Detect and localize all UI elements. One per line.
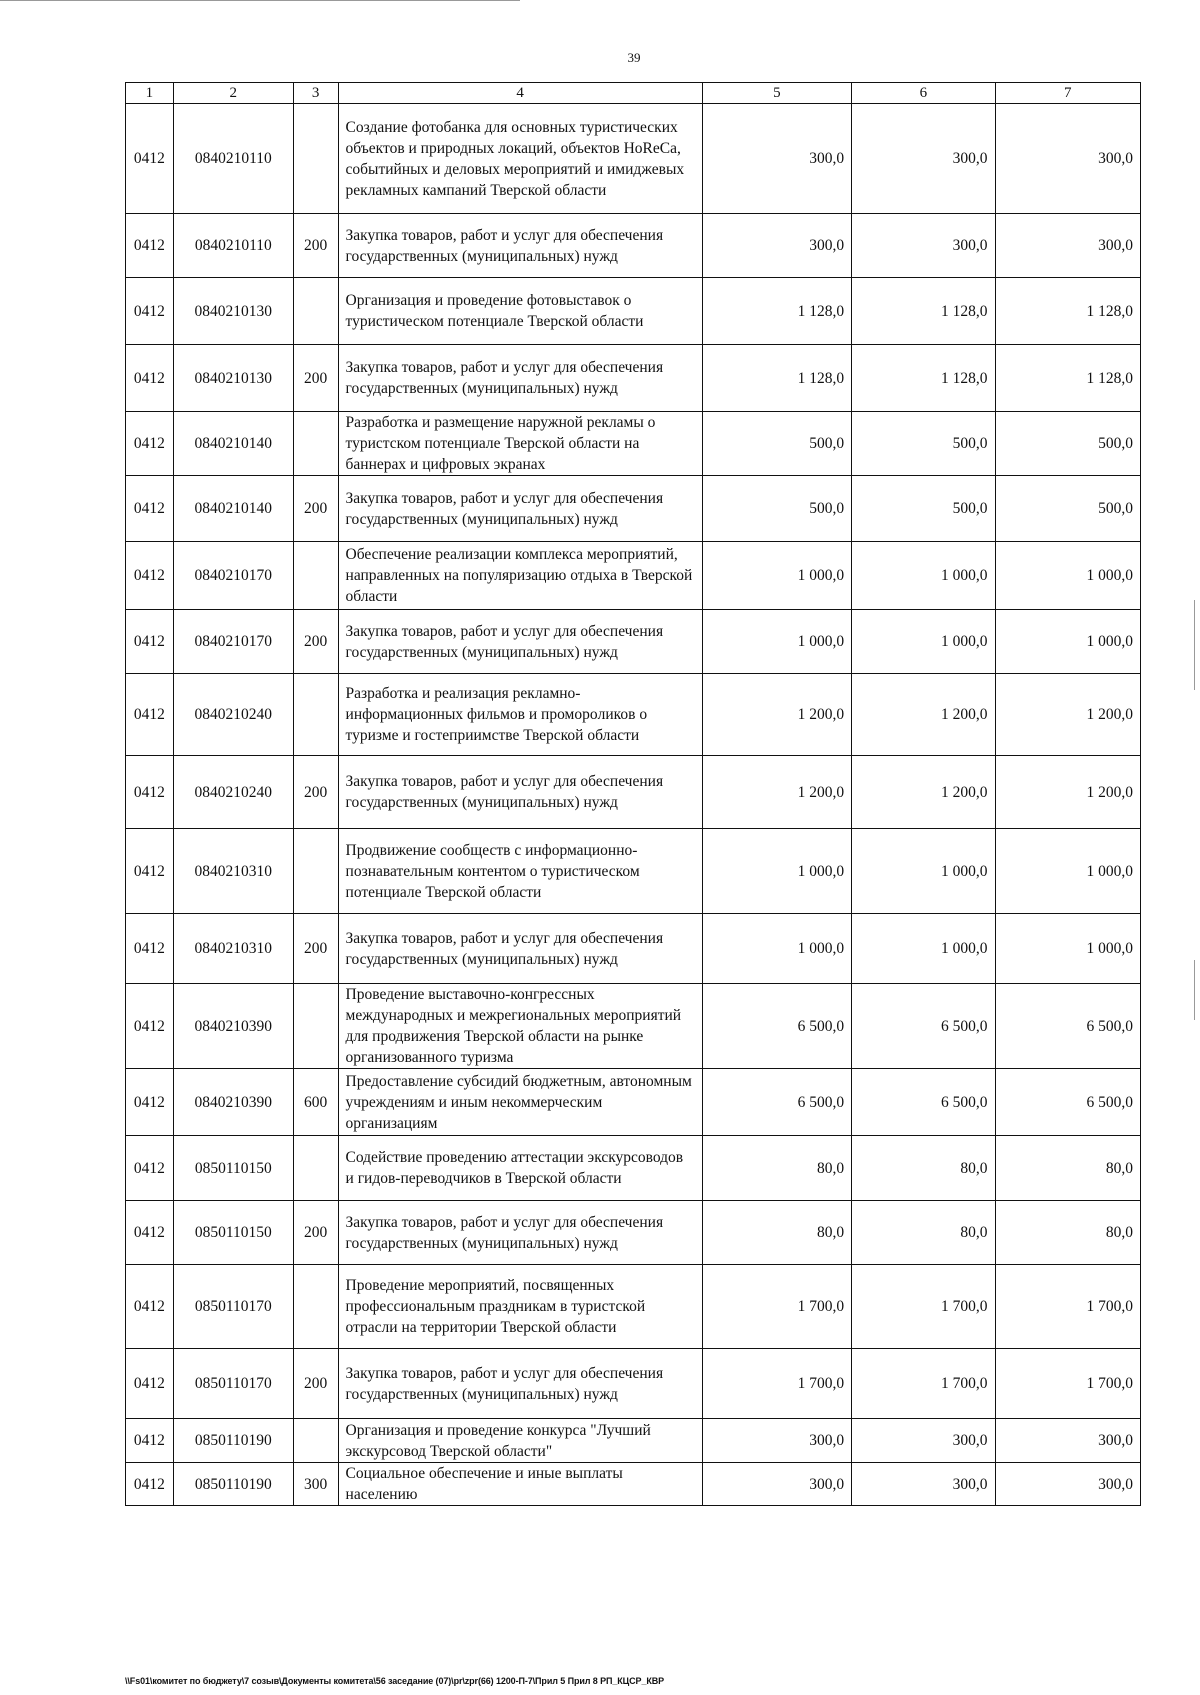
expense-type-cell: 200 — [293, 756, 338, 829]
amount-cell-col7: 1 000,0 — [995, 829, 1140, 914]
amount-cell-col7: 1 000,0 — [995, 914, 1140, 984]
amount-cell-col7: 300,0 — [995, 1419, 1140, 1463]
amount-cell-col5: 500,0 — [702, 412, 852, 476]
amount-cell-col5: 80,0 — [702, 1201, 852, 1265]
table-row — [126, 278, 1141, 345]
amount-cell-col6: 1 000,0 — [852, 914, 995, 984]
target-code-cell: 0840210240 — [173, 674, 293, 756]
amount-cell-col6: 1 700,0 — [852, 1349, 995, 1419]
description-cell: Продвижение сообществ с информационно-познавательным контентом о туристическом потенциале Тверской области — [338, 829, 702, 914]
section-cell: 0412 — [126, 610, 174, 674]
amount-cell-col6: 1 128,0 — [852, 345, 995, 412]
target-code-cell: 0840210140 — [173, 476, 293, 542]
description-cell: Закупка товаров, работ и услуг для обеспечения государственных (муниципальных) нужд — [338, 1201, 702, 1265]
amount-cell-col7: 80,0 — [995, 1136, 1140, 1201]
amount-cell-col5: 500,0 — [702, 476, 852, 542]
amount-cell-col7: 80,0 — [995, 1201, 1140, 1265]
expense-type-cell — [293, 674, 338, 756]
description-cell: Обеспечение реализации комплекса мероприятий, направленных на популяризацию отдыха в Тверской области — [338, 542, 702, 610]
amount-cell-col6: 500,0 — [852, 412, 995, 476]
amount-cell-col7: 1 200,0 — [995, 674, 1140, 756]
section-cell: 0412 — [126, 412, 174, 476]
amount-cell-col7: 1 000,0 — [995, 610, 1140, 674]
target-code-cell: 0840210170 — [173, 610, 293, 674]
description-cell: Закупка товаров, работ и услуг для обеспечения государственных (муниципальных) нужд — [338, 476, 702, 542]
section-cell: 0412 — [126, 542, 174, 610]
amount-cell-col6: 300,0 — [852, 214, 995, 278]
section-cell: 0412 — [126, 829, 174, 914]
column-header: 1 — [126, 83, 174, 104]
section-cell: 0412 — [126, 1201, 174, 1265]
footer-file-path: \\Fs01\комитет по бюджету\7 созыв\Документы комитета\56 заседание (07)\pr\zpr(66) 1200-П-7\Прил 5 Прил 8 РП_КЦСР_КВР — [125, 1676, 665, 1686]
scan-edge-line — [1194, 960, 1195, 1020]
amount-cell-col5: 80,0 — [702, 1136, 852, 1201]
column-header: 5 — [702, 83, 852, 104]
column-number-row — [126, 83, 1141, 104]
amount-cell-col6: 1 000,0 — [852, 829, 995, 914]
amount-cell-col6: 300,0 — [852, 104, 995, 214]
target-code-cell: 0840210110 — [173, 214, 293, 278]
target-code-cell: 0850110190 — [173, 1463, 293, 1506]
amount-cell-col5: 300,0 — [702, 214, 852, 278]
section-cell: 0412 — [126, 214, 174, 278]
amount-cell-col5: 1 200,0 — [702, 674, 852, 756]
target-code-cell: 0850110150 — [173, 1136, 293, 1201]
amount-cell-col7: 500,0 — [995, 412, 1140, 476]
description-cell: Предоставление субсидий бюджетным, автономным учреждениям и иным некоммерческим организациям — [338, 1069, 702, 1136]
target-code-cell: 0840210240 — [173, 756, 293, 829]
target-code-cell: 0840210310 — [173, 829, 293, 914]
table-row — [126, 1419, 1141, 1463]
table-row — [126, 829, 1141, 914]
description-cell: Социальное обеспечение и иные выплаты населению — [338, 1463, 702, 1506]
target-code-cell: 0840210140 — [173, 412, 293, 476]
amount-cell-col6: 6 500,0 — [852, 1069, 995, 1136]
section-cell: 0412 — [126, 278, 174, 345]
table-row — [126, 1069, 1141, 1136]
scan-edge-line — [0, 0, 520, 1]
amount-cell-col7: 1 128,0 — [995, 278, 1140, 345]
section-cell: 0412 — [126, 1419, 174, 1463]
column-header: 4 — [338, 83, 702, 104]
expense-type-cell — [293, 278, 338, 345]
amount-cell-col5: 300,0 — [702, 1463, 852, 1506]
target-code-cell: 0840210130 — [173, 278, 293, 345]
table-row — [126, 104, 1141, 214]
expense-type-cell — [293, 412, 338, 476]
amount-cell-col6: 300,0 — [852, 1419, 995, 1463]
amount-cell-col7: 1 000,0 — [995, 542, 1140, 610]
section-cell: 0412 — [126, 674, 174, 756]
amount-cell-col7: 1 200,0 — [995, 756, 1140, 829]
description-cell: Закупка товаров, работ и услуг для обеспечения государственных (муниципальных) нужд — [338, 756, 702, 829]
amount-cell-col5: 1 000,0 — [702, 610, 852, 674]
section-cell: 0412 — [126, 1069, 174, 1136]
table-row — [126, 984, 1141, 1069]
section-cell: 0412 — [126, 104, 174, 214]
amount-cell-col7: 500,0 — [995, 476, 1140, 542]
target-code-cell: 0850110190 — [173, 1419, 293, 1463]
description-cell: Закупка товаров, работ и услуг для обеспечения государственных (муниципальных) нужд — [338, 214, 702, 278]
table-row — [126, 1265, 1141, 1349]
expense-type-cell: 200 — [293, 1201, 338, 1265]
target-code-cell: 0840210390 — [173, 984, 293, 1069]
budget-table — [125, 82, 1141, 1506]
section-cell: 0412 — [126, 914, 174, 984]
amount-cell-col5: 1 700,0 — [702, 1349, 852, 1419]
amount-cell-col7: 300,0 — [995, 1463, 1140, 1506]
target-code-cell: 0840210390 — [173, 1069, 293, 1136]
amount-cell-col7: 300,0 — [995, 104, 1140, 214]
amount-cell-col6: 1 128,0 — [852, 278, 995, 345]
description-cell: Закупка товаров, работ и услуг для обеспечения государственных (муниципальных) нужд — [338, 610, 702, 674]
amount-cell-col6: 1 000,0 — [852, 610, 995, 674]
expense-type-cell — [293, 1136, 338, 1201]
description-cell: Создание фотобанка для основных туристических объектов и природных локаций, объектов HoReCa, событийных и деловых мероприятий и имиджевых рекламных кампаний Тверской области — [338, 104, 702, 214]
description-cell: Содействие проведению аттестации экскурсоводов и гидов-переводчиков в Тверской области — [338, 1136, 702, 1201]
amount-cell-col5: 6 500,0 — [702, 1069, 852, 1136]
target-code-cell: 0850110170 — [173, 1265, 293, 1349]
amount-cell-col6: 80,0 — [852, 1201, 995, 1265]
amount-cell-col5: 1 700,0 — [702, 1265, 852, 1349]
table-row — [126, 756, 1141, 829]
section-cell: 0412 — [126, 756, 174, 829]
target-code-cell: 0840210110 — [173, 104, 293, 214]
target-code-cell: 0840210170 — [173, 542, 293, 610]
expense-type-cell: 200 — [293, 914, 338, 984]
expense-type-cell: 200 — [293, 476, 338, 542]
amount-cell-col7: 6 500,0 — [995, 984, 1140, 1069]
expense-type-cell — [293, 1265, 338, 1349]
column-header: 6 — [852, 83, 995, 104]
amount-cell-col7: 300,0 — [995, 214, 1140, 278]
column-header: 2 — [173, 83, 293, 104]
table-row — [126, 412, 1141, 476]
description-cell: Организация и проведение конкурса "Лучший экскурсовод Тверской области" — [338, 1419, 702, 1463]
description-cell: Закупка товаров, работ и услуг для обеспечения государственных (муниципальных) нужд — [338, 345, 702, 412]
amount-cell-col5: 300,0 — [702, 104, 852, 214]
expense-type-cell — [293, 104, 338, 214]
table-row — [126, 610, 1141, 674]
expense-type-cell: 300 — [293, 1463, 338, 1506]
amount-cell-col5: 1 200,0 — [702, 756, 852, 829]
amount-cell-col6: 80,0 — [852, 1136, 995, 1201]
target-code-cell: 0840210130 — [173, 345, 293, 412]
page-number: 39 — [627, 50, 641, 65]
amount-cell-col6: 500,0 — [852, 476, 995, 542]
section-cell: 0412 — [126, 1265, 174, 1349]
amount-cell-col5: 1 000,0 — [702, 542, 852, 610]
column-header: 7 — [995, 83, 1140, 104]
amount-cell-col6: 1 200,0 — [852, 756, 995, 829]
expense-type-cell: 200 — [293, 610, 338, 674]
expense-type-cell: 200 — [293, 345, 338, 412]
table-body — [126, 104, 1141, 1506]
amount-cell-col7: 1 700,0 — [995, 1265, 1140, 1349]
description-cell: Закупка товаров, работ и услуг для обеспечения государственных (муниципальных) нужд — [338, 914, 702, 984]
table-row — [126, 1136, 1141, 1201]
section-cell: 0412 — [126, 1463, 174, 1506]
section-cell: 0412 — [126, 476, 174, 542]
amount-cell-col5: 300,0 — [702, 1419, 852, 1463]
description-cell: Закупка товаров, работ и услуг для обеспечения государственных (муниципальных) нужд — [338, 1349, 702, 1419]
section-cell: 0412 — [126, 1136, 174, 1201]
amount-cell-col6: 6 500,0 — [852, 984, 995, 1069]
section-cell: 0412 — [126, 1349, 174, 1419]
section-cell: 0412 — [126, 345, 174, 412]
amount-cell-col6: 1 700,0 — [852, 1265, 995, 1349]
column-header: 3 — [293, 83, 338, 104]
expense-type-cell — [293, 1419, 338, 1463]
table-row — [126, 1463, 1141, 1506]
description-cell: Организация и проведение фотовыставок о туристическом потенциале Тверской области — [338, 278, 702, 345]
table-row — [126, 345, 1141, 412]
expense-type-cell — [293, 542, 338, 610]
description-cell: Разработка и реализация рекламно-информационных фильмов и проморoликов о туризме и гостеприимстве Тверской области — [338, 674, 702, 756]
target-code-cell: 0850110150 — [173, 1201, 293, 1265]
target-code-cell: 0850110170 — [173, 1349, 293, 1419]
amount-cell-col7: 6 500,0 — [995, 1069, 1140, 1136]
expense-type-cell: 200 — [293, 214, 338, 278]
amount-cell-col5: 1 128,0 — [702, 345, 852, 412]
table-row — [126, 476, 1141, 542]
amount-cell-col7: 1 128,0 — [995, 345, 1140, 412]
table-row — [126, 674, 1141, 756]
amount-cell-col6: 300,0 — [852, 1463, 995, 1506]
amount-cell-col6: 1 200,0 — [852, 674, 995, 756]
description-cell: Проведение мероприятий, посвященных профессиональным праздникам в туристской отрасли на территории Тверской области — [338, 1265, 702, 1349]
section-cell: 0412 — [126, 984, 174, 1069]
amount-cell-col5: 1 000,0 — [702, 914, 852, 984]
table-row — [126, 214, 1141, 278]
expense-type-cell — [293, 829, 338, 914]
amount-cell-col5: 6 500,0 — [702, 984, 852, 1069]
expense-type-cell — [293, 984, 338, 1069]
table-row — [126, 1201, 1141, 1265]
scan-edge-line — [1194, 600, 1195, 690]
amount-cell-col7: 1 700,0 — [995, 1349, 1140, 1419]
expense-type-cell: 600 — [293, 1069, 338, 1136]
amount-cell-col6: 1 000,0 — [852, 542, 995, 610]
target-code-cell: 0840210310 — [173, 914, 293, 984]
description-cell: Разработка и размещение наружной рекламы о туристском потенциале Тверской области на баннерах и цифровых экранах — [338, 412, 702, 476]
table-row — [126, 914, 1141, 984]
amount-cell-col5: 1 128,0 — [702, 278, 852, 345]
table-row — [126, 542, 1141, 610]
table-row — [126, 1349, 1141, 1419]
description-cell: Проведение выставочно-конгрессных международных и межрегиональных мероприятий для продвижения Тверской области на рынке организованного туризма — [338, 984, 702, 1069]
amount-cell-col5: 1 000,0 — [702, 829, 852, 914]
expense-type-cell: 200 — [293, 1349, 338, 1419]
